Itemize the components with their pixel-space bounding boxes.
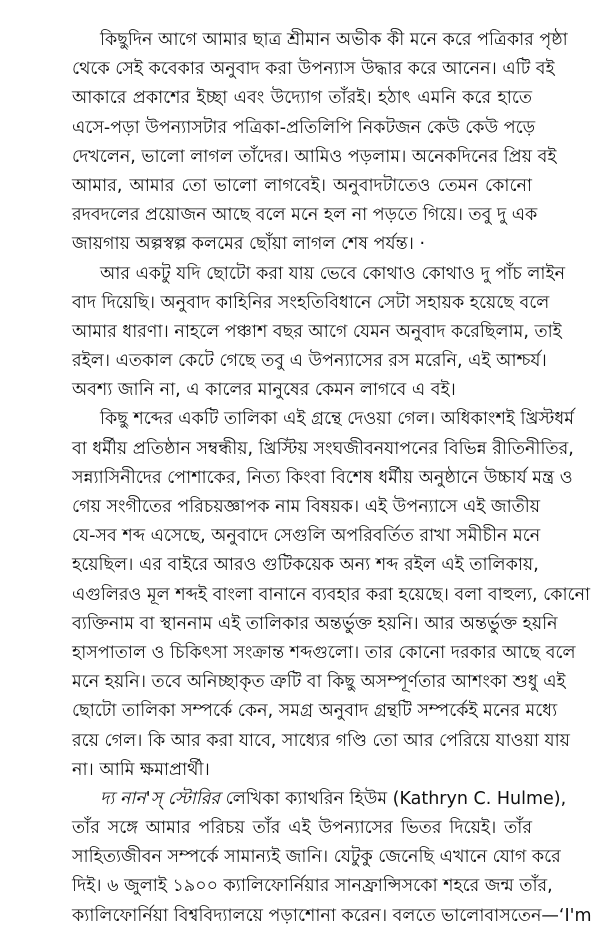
text-line: হাসপাতাল ও চিকিৎসা সংক্রান্ত শব্দগুলো। তার কোনো দরকার আছে বলে <box>72 642 576 663</box>
text-line: এগুলিরও মূল শব্দই বাংলা বানানে ব্যবহার করা হয়েছে। বলা বাহুল্য, কোনো <box>72 584 591 605</box>
book-title: দ্য নান'স্ স্টোরির <box>100 788 221 809</box>
text-line: যে-সব শব্দ এসেছে, অনুবাদে সেগুলি অপরিবর্তিত রাখা সমীচীন মনে <box>72 526 541 547</box>
text-line: আমার, আমার তো ভালো লাগবেই। অনুবাদটাতেও তেমন কোনো <box>72 175 532 196</box>
text-line: রইল। এতকাল কেটে গেছে তবু এ উপন্যাসের রস মরেনি, এই আশ্চর্য। <box>72 351 547 372</box>
text-line: ব্যক্তিনাম বা স্থাননাম এই তালিকার অন্তর্ভুক্ত হয়নি। আর অন্তর্ভুক্ত হয়নি <box>72 613 558 634</box>
text-line: বাদ দিয়েছি। অনুবাদ কাহিনির সংহতিবিধানে সেটা সহায়ক হয়েছে বলে <box>72 292 550 313</box>
book-page <box>72 26 592 931</box>
text-line: না। আমি ক্ষমাপ্রার্থী। <box>72 759 210 780</box>
text-line: ক্যালিফোর্নিয়া বিশ্ববিদ্যালয়ে পড়াশোনা করেন। বলতে ভালোবাসতেন—‘I'm <box>72 905 592 926</box>
text-line: মনে হয়নি। তবে অনিচ্ছাকৃত ত্রুটি বা কিছু অসম্পূর্ণতার আশংকা শুধু এই <box>72 672 566 693</box>
text-line: থেকে সেই কবেকার অনুবাদ করা উপন্যাস উদ্ধার করে আনেন। এটি বই <box>72 59 555 80</box>
text-line: ছোটো তালিকা সম্পর্কে কেন, সমগ্র অনুবাদ গ্রন্থটি সম্পর্কেই মনের মধ্যে <box>72 701 558 722</box>
text-span: লেখিকা ক্যাথরিন হিউম (Kathryn C. Hulme), <box>220 788 567 809</box>
paragraph-2 <box>72 260 566 406</box>
text-line: জায়গায় অল্পস্বল্প কলমের ছোঁয়া লাগল শেষ পর্যন্ত। · <box>72 234 426 255</box>
text-line: দিই। ৬ জুলাই ১৯০০ ক্যালিফোর্নিয়ার সানফ্রান্সিসকো শহরে জন্ম তাঁর, <box>72 876 553 897</box>
text-line: কিছুদিন আগে আমার ছাত্র শ্রীমান অভীক কী মনে করে পত্রিকার পৃষ্ঠা <box>100 30 568 50</box>
text-line: আমার ধারণা। নাহলে পঞ্চাশ বছর আগে যেমন অনুবাদ করেছিলাম, তাই <box>72 321 562 342</box>
text-line: সাহিত্যজীবন সম্পর্কে সামান্যই জানি। যেটুকু জেনেছি এখানে যোগ করে <box>72 847 561 868</box>
text-line <box>72 785 567 814</box>
text-line: গেয় সংগীতের পরিচয়জ্ঞাপক নাম বিষয়ক। এই উপন্যাসে এই জাতীয় <box>72 497 541 517</box>
paragraph-4 <box>72 785 592 931</box>
text-line: রয়ে গেল। কি আর করা যাবে, সাধ্যের গণ্ডি তো আর পেরিয়ে যাওয়া যায় <box>72 730 570 751</box>
text-line: সন্ন্যাসিনীদের পোশাকের, নিত্য কিংবা বিশেষ ধর্মীয় অনুষ্ঠানে উচ্চার্য মন্ত্র ও <box>72 467 573 488</box>
text-line: দেখলেন, ভালো লাগল তাঁদের। আমিও পড়লাম। অনেকদিনের প্রিয় বই <box>72 146 557 167</box>
text-line: আর একটু যদি ছোটো করা যায় ভেবে কোথাও কোথাও দু পাঁচ লাইন <box>100 263 566 284</box>
text-line: বা ধর্মীয় প্রতিষ্ঠান সম্বন্ধীয়, খ্রিস্টিয় সংঘজীবনযাপনের বিভিন্ন রীতিনীতির, <box>72 438 574 459</box>
text-line: হয়েছিল। এর বাইরে আরও গুটিকয়েক অন্য শব্দ রইল এই তালিকায়, <box>72 555 539 576</box>
text-line: অবশ্য জানি না, এ কালের মানুষের কেমন লাগবে এ বই। <box>72 380 456 401</box>
text-line: আকারে প্রকাশের ইচ্ছা এবং উদ্যোগ তাঁরই। হঠাৎ এমনি করে হাতে <box>72 88 532 109</box>
text-line: কিছু শব্দের একটি তালিকা এই গ্রন্থে দেওয়া গেল। অধিকাংশই খ্রিস্টধর্ম <box>100 409 574 430</box>
paragraph-3 <box>72 405 591 784</box>
text-line: তাঁর সঙ্গে আমার পরিচয় তাঁর এই উপন্যাসের ভিতর দিয়েই। তাঁর <box>72 818 532 839</box>
paragraph-1 <box>72 26 568 260</box>
text-line: এসে-পড়া উপন্যাসটার পত্রিকা-প্রতিলিপি নিকটজন কেউ কেউ পড়ে <box>72 117 536 138</box>
text-line: রদবদলের প্রয়োজন আছে বলে মনে হল না পড়তে গিয়ে। তবু দু এক <box>72 205 538 226</box>
